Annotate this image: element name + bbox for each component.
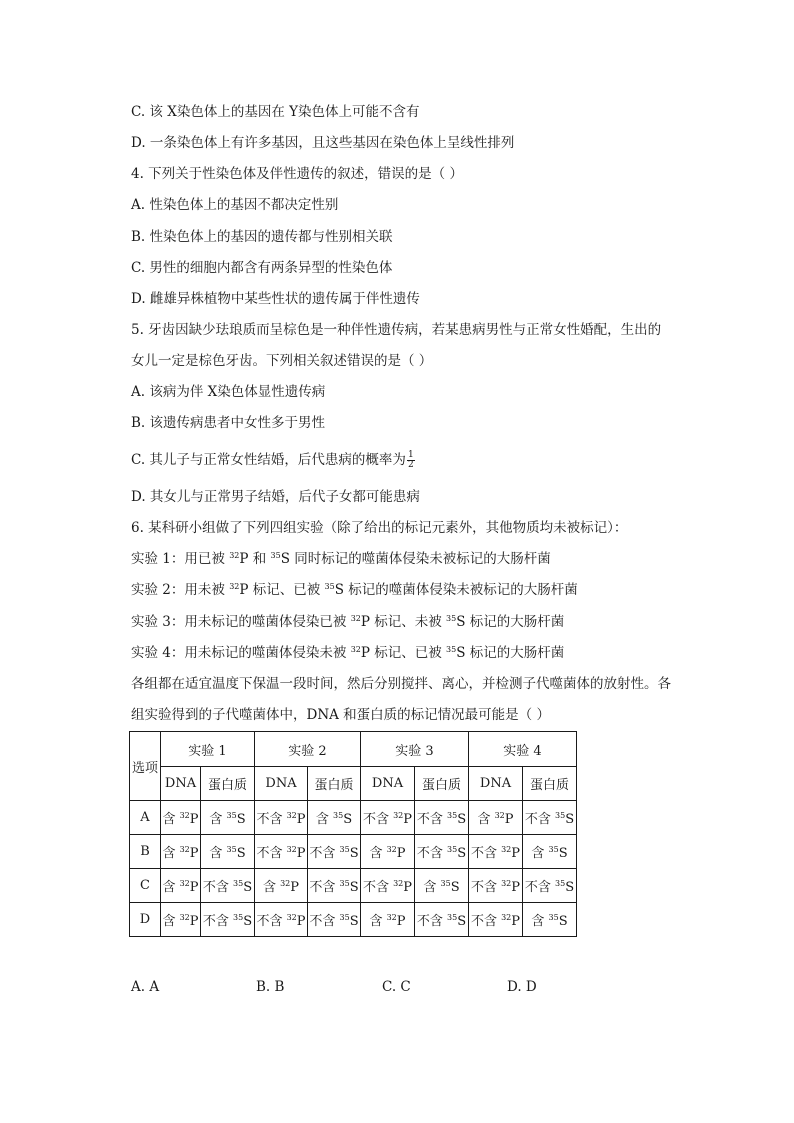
table-cell: 不含 $^{35}$S [308,835,361,869]
experiment-3: 实验 3：用未标记的噬菌体侵染已被 $^{32}$P 标记、未被 $^{35}$S 标记的大肠杆菌 [131,614,565,630]
header-experiment-3: 实验 3 [361,732,469,767]
table-cell: 不含 $^{35}$S [523,869,577,903]
experiment-1: 实验 1：用已被 $^{32}$P 和 $^{35}$S 同时标记的噬菌体侵染未被标记的大肠杆菌 [131,551,551,567]
q5-option-a: A. 该病为伴 X染色体显性遗传病 [131,384,326,400]
subheader-cell: 蛋白质 [415,767,469,801]
answer-option-b[interactable]: B. B [256,979,285,995]
table-cell: 含 $^{35}$S [523,903,577,937]
subheader-cell: 蛋白质 [308,767,361,801]
results-table [129,731,577,937]
experiment-4: 实验 4：用未标记的噬菌体侵染未被 $^{32}$P 标记、已被 $^{35}$S 标记的大肠杆菌 [131,645,565,661]
q5-stem-line1: 5. 牙齿因缺少珐琅质而呈棕色是一种伴性遗传病，若某患病男性与正常女性婚配，生出的 [131,322,662,338]
table-cell: 不含 $^{32}$P [469,835,523,869]
table-corner: 选项 [130,732,161,801]
table-cell: 含 $^{32}$P [161,835,201,869]
subheader-cell: DNA [255,767,308,801]
table-cell: 含 $^{32}$P [161,801,201,835]
table-cell: 含 $^{32}$P [161,869,201,903]
table-cell: 不含 $^{35}$S [308,903,361,937]
q3-option-c: C. 该 X染色体上的基因在 Y染色体上可能不含有 [131,104,420,120]
subheader-cell: DNA [469,767,523,801]
table-cell: 不含 $^{35}$S [201,869,255,903]
row-label: C [130,869,161,903]
answer-options [131,977,671,997]
table-subheader-row [130,767,577,801]
subheader-cell: DNA [361,767,415,801]
table-cell: 不含 $^{32}$P [255,801,308,835]
table-cell: 不含 $^{32}$P [255,835,308,869]
answer-option-a[interactable]: A. A [131,979,160,995]
header-experiment-2: 实验 2 [255,732,361,767]
table-cell: 含 $^{35}$S [308,801,361,835]
q4-option-c: C. 男性的细胞内都含有两条异型的性染色体 [131,260,393,276]
subheader-cell: 蛋白质 [201,767,255,801]
q5-option-c [131,450,415,470]
q4-stem: 4. 下列关于性染色体及伴性遗传的叙述，错误的是（ ） [131,166,463,182]
fraction-denominator: 2 [407,460,414,470]
row-label: A [130,801,161,835]
row-label: D [130,903,161,937]
table-cell: 不含 $^{35}$S [308,869,361,903]
table-cell: 含 $^{32}$P [361,903,415,937]
header-experiment-1: 实验 1 [161,732,255,767]
table-cell: 含 $^{35}$S [201,835,255,869]
q4-option-b: B. 性染色体上的基因的遗传都与性别相关联 [131,229,393,245]
table-cell: 含 $^{35}$S [415,869,469,903]
q3-option-d: D. 一条染色体上有许多基因，且这些基因在染色体上呈线性排列 [131,135,515,151]
fraction-one-half [407,451,415,470]
table-cell: 不含 $^{35}$S [523,801,577,835]
table-cell: 含 $^{32}$P [469,801,523,835]
table-cell: 不含 $^{35}$S [415,835,469,869]
table-row [130,869,577,903]
table-row [130,835,577,869]
table-cell: 不含 $^{35}$S [415,801,469,835]
answer-option-d[interactable]: D. D [507,979,537,995]
table-cell: 含 $^{32}$P [255,869,308,903]
table-cell: 不含 $^{32}$P [469,869,523,903]
row-label: B [130,835,161,869]
q6-question-line2: 组实验得到的子代噬菌体中，DNA 和蛋白质的标记情况最可能是（ ） [131,707,550,723]
q5-option-c-text: C. 其儿子与正常女性结婚，后代患病的概率为 [131,452,406,468]
q5-option-d: D. 其女儿与正常男子结婚，后代子女都可能患病 [131,489,420,505]
table-cell: 含 $^{35}$S [201,801,255,835]
table-cell: 不含 $^{35}$S [201,903,255,937]
table-row [130,903,577,937]
q6-stem: 6. 某科研小组做了下列四组实验（除了给出的标记元素外，其他物质均未被标记）： [131,520,628,536]
subheader-cell: DNA [161,767,201,801]
subheader-cell: 蛋白质 [523,767,577,801]
answer-option-c[interactable]: C. C [382,979,411,995]
table-row [130,801,577,835]
table-cell: 不含 $^{32}$P [469,903,523,937]
q4-option-a: A. 性染色体上的基因不都决定性别 [131,197,339,213]
q6-question-line1: 各组都在适宜温度下保温一段时间，然后分别搅拌、离心，并检测子代噬菌体的放射性。各 [131,676,671,692]
table-body [130,801,577,937]
q5-option-b: B. 该遗传病患者中女性多于男性 [131,415,326,431]
table-cell: 不含 $^{32}$P [361,869,415,903]
table-cell: 不含 $^{32}$P [255,903,308,937]
header-experiment-4: 实验 4 [469,732,577,767]
q5-stem-line2: 女儿一定是棕色牙齿。下列相关叙述错误的是（ ） [131,353,433,369]
table-cell: 含 $^{32}$P [361,835,415,869]
fraction-numerator: 1 [407,450,414,460]
q4-option-d: D. 雌雄异株植物中某些性状的遗传属于伴性遗传 [131,291,420,307]
table-cell: 含 $^{32}$P [161,903,201,937]
table-cell: 不含 $^{32}$P [361,801,415,835]
table-cell: 含 $^{35}$S [523,835,577,869]
experiment-2: 实验 2：用未被 $^{32}$P 标记、已被 $^{35}$S 标记的噬菌体侵染未被标记的大肠杆菌 [131,582,578,598]
table-header-row [130,732,577,767]
table-cell: 不含 $^{35}$S [415,903,469,937]
